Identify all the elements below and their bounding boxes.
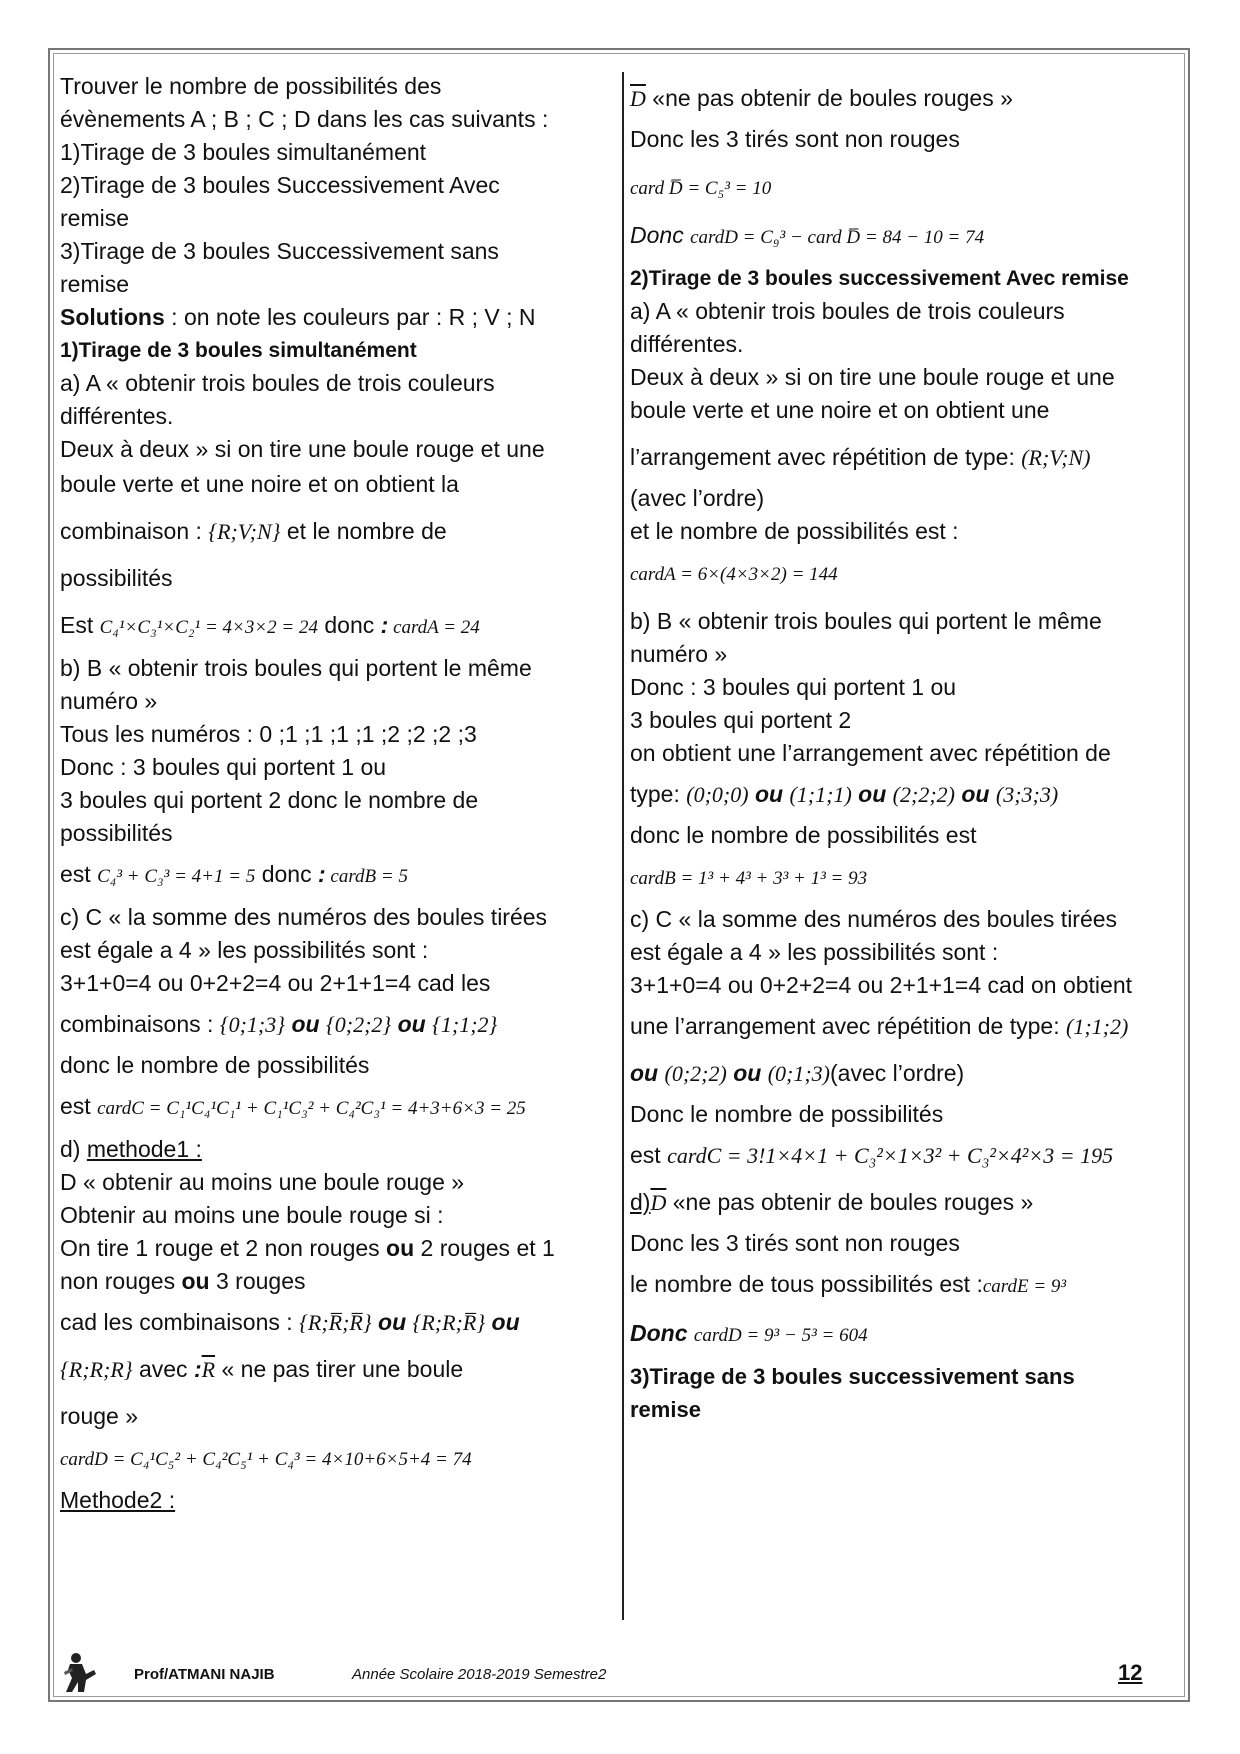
formula: {R;R̅;R̅} [299,1310,372,1335]
text-line: rouge » [60,1403,139,1429]
formula-line: Est C₄¹×C₃¹×C₂¹ = 4×3×2 = 24 donc : cardA = 24 [60,612,480,638]
formula: card D̅ = C₅³ = 10 [630,178,772,199]
text-line: b) B « obtenir trois boules qui portent le même [630,608,1102,634]
formula-line: est cardC = C₁¹C₄¹C₁¹ + C₁¹C₃² + C₄²C₃¹ = 4+3+6×3 = 25 [60,1093,526,1119]
text-line: Donc les 3 tirés sont non rouges [630,1230,960,1256]
case-line: 2)Tirage de 3 boules Successivement Avec [60,172,500,198]
text-line: possibilités [60,820,173,846]
formula: C₄³ + C₃³ = 4+1 = 5 [97,866,256,887]
text-line: Deux à deux » si on tire une boule rouge et une [60,436,545,462]
text-line: donc le nombre de possibilités [60,1052,370,1078]
combination-line: combinaisons : {0;1;3} ou {0;2;2} ou {1;1;2} [60,1011,498,1037]
method-line: d) methode1 : [60,1136,202,1162]
formula: (1;1;1) [789,782,852,807]
section-heading-3: 3)Tirage de 3 boules successivement sans [630,1364,1075,1389]
text-line: Donc : 3 boules qui portent 1 ou [60,754,387,780]
formula: (2;2;2) [892,782,955,807]
text-line: Donc : 3 boules qui portent 1 ou [630,674,957,700]
section-heading-3-cont: remise [630,1397,701,1422]
column-divider [622,72,624,1620]
text-line: différentes. [60,403,174,429]
left-column [60,70,612,1517]
formula: $\overline{R}$ [201,1357,216,1382]
text-line: a) A « obtenir trois boules de trois couleurs [60,370,495,396]
formula: {R;R;R} [60,1357,133,1382]
formula: C₄¹×C₃¹×C₂¹ = 4×3×2 = 24 [99,617,318,638]
formula-line: Donc cardD = 9³ − 5³ = 604 [630,1320,868,1346]
text-line: différentes. [630,331,744,357]
formula: {R;V;N} [208,519,281,544]
text-line: boule verte et une noire et on obtient une [630,397,1050,423]
formula: cardA = 6×(4×3×2) = 144 [630,564,838,585]
section-heading-2: 2)Tirage de 3 boules successivement Avec remise [630,267,1129,290]
author-logo-icon [60,1650,102,1694]
text-line: Obtenir au moins une boule rouge si : [60,1202,444,1228]
formula-line: est cardC = 3!1×4×1 + C₃²×1×3² + C₃²×4²×3 = 195 [630,1142,1114,1168]
text-line: possibilités [60,565,173,591]
text-line: c) C « la somme des numéros des boules tirées [60,904,548,930]
formula: $\overline{D}$ [630,86,646,111]
case-line: remise [60,271,130,297]
formula-line [630,556,1178,591]
text-line: (avec l’ordre) [630,485,765,511]
formula: cardB = 1³ + 4³ + 3³ + 1³ = 93 [630,868,868,889]
page-number: 12 [1118,1660,1143,1685]
text-line: Donc le nombre de possibilités [630,1101,944,1127]
combination-line: combinaison : {R;V;N} et le nombre de [60,518,447,544]
formula-line: Donc cardD = C₉³ − card D̅ = 84 − 10 = 74 [630,222,985,248]
section-heading-1: 1)Tirage de 3 boules simultanément [60,339,417,362]
text-line: on obtient une l’arrangement avec répétition de [630,740,1111,766]
right-column [630,70,1178,1426]
formula: (0;1;3) [767,1061,831,1086]
formula: {0;1;3} [219,1012,286,1037]
text-line: est égale a 4 » les possibilités sont : [630,939,999,965]
formula: {R;R;R̅} [412,1310,486,1335]
solutions-line: Solutions : on note les couleurs par : R ; V ; N [60,304,536,330]
intro-line: Trouver le nombre de possibilités des [60,73,442,99]
formula: cardD = 9³ − 5³ = 604 [693,1325,868,1346]
text-line: boule verte et une noire et on obtient la [60,471,459,497]
text-line: une l’arrangement avec répétition de type: (1;1;2) [630,1013,1129,1039]
text-line: 3 boules qui portent 2 donc le nombre de [60,787,479,813]
formula: (R;V;N) [1021,445,1091,470]
text-line: le nombre de tous possibilités est :cardE = 9³ [630,1271,1067,1297]
formula: cardA = 24 [388,617,480,638]
formula: cardC = C₁¹C₄¹C₁¹ + C₁¹C₃² + C₄²C₃¹ = 4+3+6×3 = 25 [97,1098,526,1119]
formula: $\overline{D}$ [650,1190,667,1215]
formula: cardD = C₄¹C₅² + C₄²C₅¹ + C₄³ = 4×10+6×5+4 = 74 [60,1449,472,1470]
method1-label: methode1 : [86,1136,202,1162]
formula: cardB = 5 [325,866,408,887]
case-line: 3)Tirage de 3 boules Successivement sans [60,238,499,264]
text-line: numéro » [60,688,158,714]
formula-line: est C₄³ + C₃³ = 4+1 = 5 donc : cardB = 5 [60,861,408,887]
case-line: remise [60,205,130,231]
text-line: 3 boules qui portent 2 [630,707,852,733]
solutions-label: Solutions [60,304,165,330]
text-line: et le nombre de possibilités est : [630,518,959,544]
text-line: Deux à deux » si on tire une boule rouge et une [630,364,1115,390]
combination-line: {R;R;R} avec $:\overline{R}$ « ne pas tirer une boule [60,1356,464,1382]
text-line: On tire 1 rouge et 2 non rouges ou 2 rouges et 1 [60,1235,555,1261]
formula: (0;2;2) [664,1061,727,1086]
text-line: 3+1+0=4 ou 0+2+2=4 ou 2+1+1=4 cad on obtient [630,972,1133,998]
text-line: Donc les 3 tirés sont non rouges [630,126,960,152]
text-line: a) A « obtenir trois boules de trois couleurs [630,298,1065,324]
text-line: numéro » [630,641,728,667]
text-line: l’arrangement avec répétition de type: (R;V;N) [630,444,1091,470]
formula: cardC = 3!1×4×1 + C₃²×1×3² + C₃²×4²×3 = 195 [667,1143,1114,1168]
text-line: c) C « la somme des numéros des boules tirées [630,906,1118,932]
text-line: Tous les numéros : 0 ;1 ;1 ;1 ;1 ;2 ;2 ;2 ;3 [60,721,477,747]
text-line: b) B « obtenir trois boules qui portent le même [60,655,532,681]
case-line: 1)Tirage de 3 boules simultanément [60,139,427,165]
formula: (1;1;2) [1066,1014,1129,1039]
formula: cardD = C₉³ − card D̅ = 84 − 10 = 74 [690,227,985,248]
formula-line [60,1441,612,1476]
school-year: Année Scolaire 2018-2019 Semestre2 [352,1666,607,1683]
formula: (3;3;3) [995,782,1059,807]
text-line: type: (0;0;0) ou (1;1;1) ou (2;2;2) ou (3;3;3) [630,781,1059,807]
page-footer [60,1656,1170,1696]
formula-line [630,860,1178,895]
text-line: est égale a 4 » les possibilités sont : [60,937,429,963]
combination-line: cad les combinaisons : {R;R̅;R̅} ou {R;R;R̅} ou [60,1309,520,1335]
method2-label: Methode2 : [60,1487,176,1513]
text-line: $d)\overline{D}$ «ne pas obtenir de boules rouges » [630,1189,1034,1215]
text-line: 3+1+0=4 ou 0+2+2=4 ou 2+1+1=4 cad les [60,970,491,996]
author-name: Prof/ATMANI NAJIB [134,1666,275,1683]
formula: cardE = 9³ [982,1276,1067,1297]
text-line: ou (0;2;2) ou (0;1;3)(avec l’ordre) [630,1060,965,1086]
formula: (0;0;0) [686,782,749,807]
text-line: D « obtenir au moins une boule rouge » [60,1169,465,1195]
text-line: non rouges ou 3 rouges [60,1268,306,1294]
text-line: $\overline{D}$ «ne pas obtenir de boules rouges » [630,85,1013,111]
text-line: donc le nombre de possibilités est [630,822,977,848]
formula: {0;2;2} [325,1012,392,1037]
intro-line: évènements A ; B ; C ; D dans les cas suivants : [60,106,549,132]
formula: {1;1;2} [432,1012,498,1037]
formula-line [630,170,1178,205]
